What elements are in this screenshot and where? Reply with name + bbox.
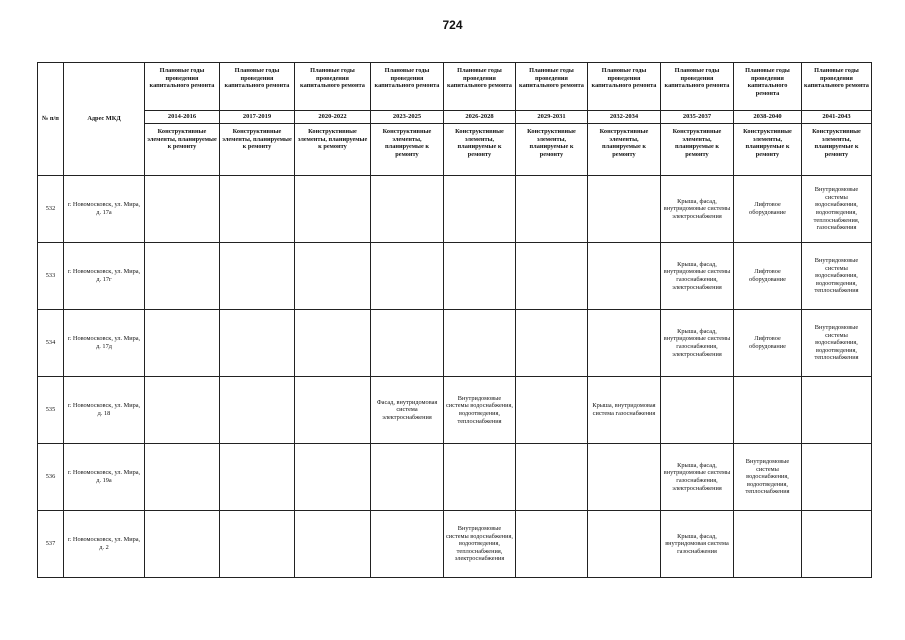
repair-elements-cell: Крыша, фасад, внутридомовая система газоснабжения bbox=[661, 511, 734, 578]
repair-elements-cell bbox=[734, 377, 802, 444]
repair-elements-cell bbox=[220, 176, 295, 243]
repair-elements-cell bbox=[145, 176, 220, 243]
header-year-range: 2020-2022 bbox=[295, 111, 371, 124]
repair-elements-cell bbox=[734, 511, 802, 578]
header-plan-years: Плановые годы проведения капитального ремонта bbox=[734, 63, 802, 111]
row-address: г. Новомосковск, ул. Мира, д. 17а bbox=[64, 176, 145, 243]
header-year-range: 2026-2028 bbox=[444, 111, 516, 124]
repair-elements-cell bbox=[371, 310, 444, 377]
header-elements: Конструктивные элементы, планируемые к ремонту bbox=[516, 124, 588, 176]
repair-elements-cell bbox=[295, 444, 371, 511]
repair-elements-cell bbox=[588, 511, 661, 578]
repair-elements-cell bbox=[371, 444, 444, 511]
table-row bbox=[38, 176, 872, 243]
repair-elements-cell: Крыша, фасад, внутридомовые системы газоснабжения, электроснабжения bbox=[661, 243, 734, 310]
repair-elements-cell: Лифтовое оборудование bbox=[734, 310, 802, 377]
page-number: 724 bbox=[442, 18, 463, 32]
repair-elements-cell bbox=[220, 511, 295, 578]
row-number: 536 bbox=[38, 444, 64, 511]
row-address: г. Новомосковск, ул. Мира, д. 19а bbox=[64, 444, 145, 511]
repair-elements-cell bbox=[444, 444, 516, 511]
header-elements: Конструктивные элементы, планируемые к ремонту bbox=[734, 124, 802, 176]
table-row bbox=[38, 511, 872, 578]
repair-elements-cell bbox=[145, 243, 220, 310]
row-number: 533 bbox=[38, 243, 64, 310]
repair-elements-cell bbox=[516, 243, 588, 310]
header-year-range: 2014-2016 bbox=[145, 111, 220, 124]
repair-elements-cell: Лифтовое оборудование bbox=[734, 243, 802, 310]
repair-elements-cell bbox=[588, 243, 661, 310]
header-row-plan bbox=[38, 63, 872, 111]
repair-elements-cell bbox=[516, 511, 588, 578]
repair-elements-cell bbox=[516, 310, 588, 377]
repair-elements-cell: Внутридомовые системы водоснабжения, водоотведения, теплоснабжения, газоснабжения bbox=[802, 176, 872, 243]
row-address: г. Новомосковск, ул. Мира, д. 17д bbox=[64, 310, 145, 377]
repair-elements-cell bbox=[295, 243, 371, 310]
repair-elements-cell bbox=[802, 377, 872, 444]
repair-elements-cell bbox=[516, 176, 588, 243]
repair-elements-cell bbox=[371, 243, 444, 310]
header-elements: Конструктивные элементы, планируемые к ремонту bbox=[802, 124, 872, 176]
row-address: г. Новомосковск, ул. Мира, д. 17г bbox=[64, 243, 145, 310]
header-elements: Конструктивные элементы, планируемые к ремонту bbox=[220, 124, 295, 176]
row-number: 534 bbox=[38, 310, 64, 377]
header-year-range: 2038-2040 bbox=[734, 111, 802, 124]
table-row bbox=[38, 377, 872, 444]
repair-elements-cell: Лифтовое оборудование bbox=[734, 176, 802, 243]
repair-elements-cell bbox=[295, 511, 371, 578]
repair-elements-cell bbox=[220, 310, 295, 377]
header-plan-years: Плановые годы проведения капитального ремонта bbox=[371, 63, 444, 111]
header-elements: Конструктивные элементы, планируемые к ремонту bbox=[145, 124, 220, 176]
table-row bbox=[38, 444, 872, 511]
row-number: 537 bbox=[38, 511, 64, 578]
repair-elements-cell bbox=[661, 377, 734, 444]
header-plan-years: Плановые годы проведения капитального ремонта bbox=[802, 63, 872, 111]
repair-elements-cell bbox=[516, 377, 588, 444]
header-plan-years: Плановые годы проведения капитального ремонта bbox=[588, 63, 661, 111]
repair-elements-cell bbox=[145, 444, 220, 511]
repair-elements-cell: Крыша, внутридомовая система газоснабжения bbox=[588, 377, 661, 444]
repair-elements-cell bbox=[295, 176, 371, 243]
repair-elements-cell bbox=[444, 176, 516, 243]
header-plan-years: Плановые годы проведения капитального ремонта bbox=[661, 63, 734, 111]
header-plan-years: Плановые годы проведения капитального ремонта bbox=[516, 63, 588, 111]
repair-elements-cell bbox=[145, 511, 220, 578]
repair-elements-cell: Фасад, внутридомовая система электроснабжения bbox=[371, 377, 444, 444]
header-address: Адрес МКД bbox=[64, 63, 145, 176]
repair-elements-cell bbox=[516, 444, 588, 511]
header-elements: Конструктивные элементы, планируемые к ремонту bbox=[661, 124, 734, 176]
header-year-range: 2023-2025 bbox=[371, 111, 444, 124]
header-row-elements bbox=[38, 124, 872, 176]
repair-elements-cell bbox=[802, 511, 872, 578]
repair-elements-cell: Внутридомовые системы водоснабжения, водоотведения, теплоснабжения bbox=[444, 377, 516, 444]
repair-elements-cell: Внутридомовые системы водоснабжения, водоотведения, теплоснабжения bbox=[802, 310, 872, 377]
repair-elements-cell bbox=[444, 243, 516, 310]
row-number: 532 bbox=[38, 176, 64, 243]
capital-repair-table bbox=[37, 62, 872, 578]
header-elements: Конструктивные элементы, планируемые к ремонту bbox=[588, 124, 661, 176]
repair-elements-cell bbox=[145, 310, 220, 377]
header-year-range: 2035-2037 bbox=[661, 111, 734, 124]
repair-elements-cell: Крыша, фасад, внутридомовые системы газоснабжения, электроснабжения bbox=[661, 310, 734, 377]
repair-elements-cell bbox=[145, 377, 220, 444]
header-elements: Конструктивные элементы, планируемые к ремонту bbox=[444, 124, 516, 176]
repair-elements-cell: Крыша, фасад, внутридомовые системы газоснабжения, электроснабжения bbox=[661, 444, 734, 511]
repair-elements-cell bbox=[220, 377, 295, 444]
repair-elements-cell bbox=[802, 444, 872, 511]
repair-elements-cell: Внутридомовые системы водоснабжения, водоотведения, теплоснабжения bbox=[802, 243, 872, 310]
repair-elements-cell bbox=[588, 444, 661, 511]
repair-elements-cell bbox=[371, 511, 444, 578]
row-address: г. Новомосковск, ул. Мира, д. 18 bbox=[64, 377, 145, 444]
header-elements: Конструктивные элементы, планируемые к ремонту bbox=[371, 124, 444, 176]
repair-elements-cell: Крыша, фасад, внутридомовые системы электроснабжения bbox=[661, 176, 734, 243]
repair-elements-cell bbox=[444, 310, 516, 377]
header-elements: Конструктивные элементы, планируемые к ремонту bbox=[295, 124, 371, 176]
header-year-range: 2017-2019 bbox=[220, 111, 295, 124]
header-plan-years: Плановые годы проведения капитального ремонта bbox=[220, 63, 295, 111]
header-plan-years: Плановые годы проведения капитального ремонта bbox=[145, 63, 220, 111]
repair-elements-cell bbox=[588, 176, 661, 243]
header-plan-years: Плановые годы проведения капитального ремонта bbox=[444, 63, 516, 111]
repair-elements-cell bbox=[371, 176, 444, 243]
header-year-range: 2032-2034 bbox=[588, 111, 661, 124]
repair-elements-cell bbox=[220, 444, 295, 511]
repair-elements-cell bbox=[220, 243, 295, 310]
row-number: 535 bbox=[38, 377, 64, 444]
header-year-range: 2041-2043 bbox=[802, 111, 872, 124]
repair-elements-cell: Внутридомовые системы водоснабжения, водоотведения, теплоснабжения, электроснабжения bbox=[444, 511, 516, 578]
header-row-years bbox=[38, 111, 872, 124]
header-number: № п/п bbox=[38, 63, 64, 176]
header-plan-years: Плановые годы проведения капитального ремонта bbox=[295, 63, 371, 111]
table-row bbox=[38, 243, 872, 310]
repair-elements-cell bbox=[295, 310, 371, 377]
row-address: г. Новомосковск, ул. Мира, д. 2 bbox=[64, 511, 145, 578]
table-row bbox=[38, 310, 872, 377]
header-year-range: 2029-2031 bbox=[516, 111, 588, 124]
repair-elements-cell bbox=[295, 377, 371, 444]
repair-elements-cell: Внутридомовые системы водоснабжения, водоотведения, теплоснабжения bbox=[734, 444, 802, 511]
repair-elements-cell bbox=[588, 310, 661, 377]
